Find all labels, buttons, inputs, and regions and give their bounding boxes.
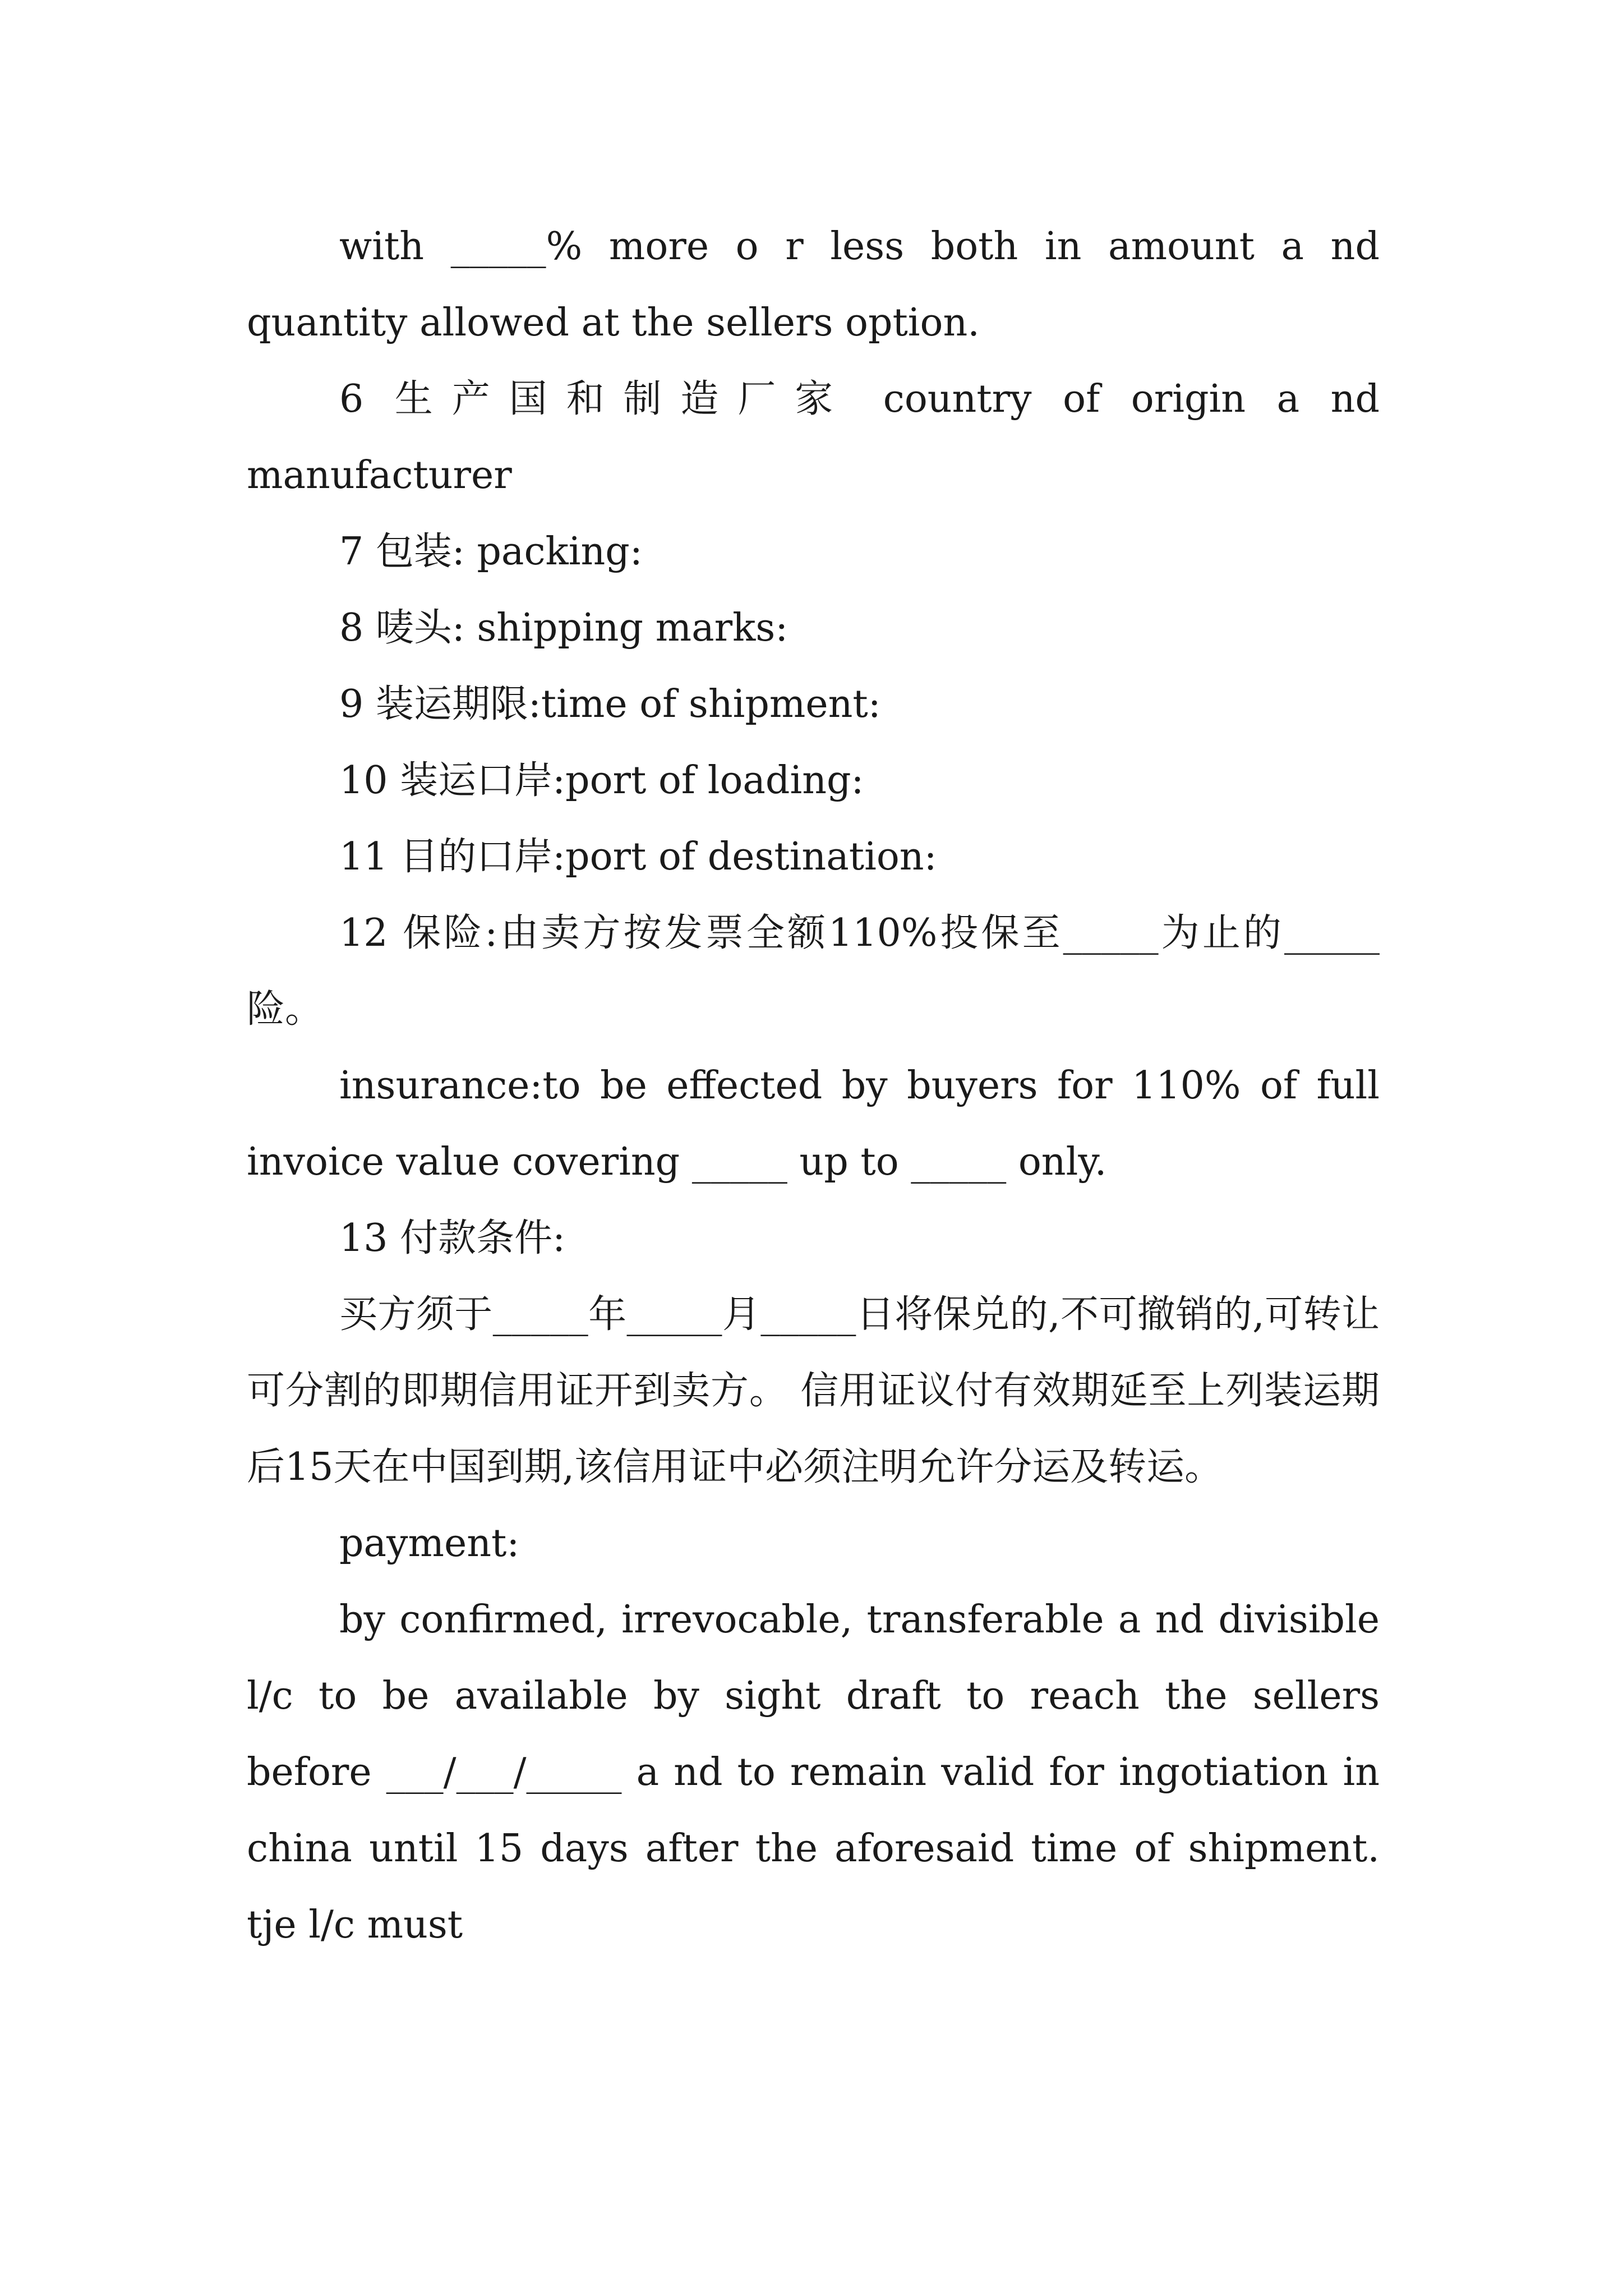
paragraph-payment-heading: payment: (339, 1521, 520, 1566)
paragraph-packing: 7 包装: packing: (339, 530, 643, 574)
paragraph-shipping-marks: 8 唛头: shipping marks: (339, 606, 789, 650)
paragraph-insurance-cn: 12 保险:由卖方按发票全额110%投保至_____为止的_____险。 (247, 911, 1380, 1032)
paragraph-port-of-loading: 10 装运口岸:port of loading: (339, 758, 864, 803)
paragraph-insurance-en: insurance:to be effected by buyers for 110% of full invoice value covering _____ up to _____ only. (247, 1064, 1380, 1184)
paragraph-time-of-shipment: 9 装运期限:time of shipment: (339, 682, 881, 726)
paragraph-payment-terms-cn: 买方须于_____年_____月_____日将保兑的,不可撤销的,可转让可分割的即期信用证开到卖方。 信用证议付有效期延至上列装运期后15天在中国到期,该信用证中必须注明允许分运及转运。 (247, 1292, 1380, 1489)
paragraph-quantity-tolerance: with _____% more o r less both in amount a nd quantity allowed at the sellers option. (247, 224, 1380, 345)
paragraph-payment-en: by confirmed, irrevocable, transferable a nd divisible l/c to be available by sight draft to reach the sellers before ___/___/_____ a nd to remain valid for ingotiation in china until 15 days after the aforesaid time of shipment. tje l/c must (247, 1598, 1380, 1947)
paragraph-payment-terms-heading: 13 付款条件: (339, 1216, 566, 1260)
paragraph-country-of-origin: 6 生产国和制造厂家 country of origin a nd manufacturer (247, 377, 1380, 498)
document-body (247, 209, 1380, 1963)
paragraph-port-of-destination: 11 目的口岸:port of destination: (339, 835, 937, 879)
